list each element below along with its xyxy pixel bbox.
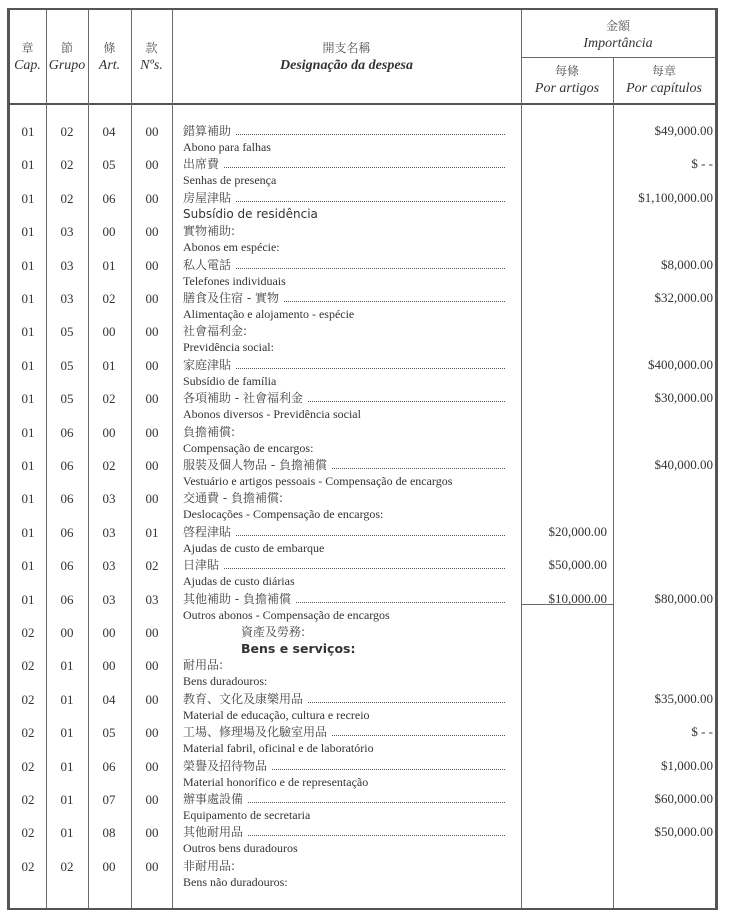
designation-zh	[183, 190, 318, 206]
code-ns: 00	[145, 658, 159, 673]
designation-pt: Material de educação, cultura e recreio	[183, 708, 370, 722]
code-art: 03	[102, 525, 116, 540]
code-grupo: 00	[60, 625, 74, 640]
code-cap: 01	[21, 425, 35, 440]
col-rule-por-artigos	[613, 57, 614, 908]
designation	[183, 424, 313, 457]
designation-zh	[183, 123, 271, 139]
amount-por-capitulos: $49,000.00	[654, 123, 713, 138]
amount-por-capitulos: $400,000.00	[648, 357, 713, 372]
amount-por-capitulos: $50,000.00	[654, 824, 713, 839]
header-art-zh: 條	[103, 41, 116, 55]
designation	[183, 290, 354, 323]
designation-zh-text: 其他補助 - 負擔補償	[183, 592, 295, 606]
designation-zh	[183, 490, 383, 506]
designation-zh-text: 非耐用品:	[183, 859, 239, 873]
code-cap: 02	[21, 859, 35, 874]
designation	[183, 390, 361, 423]
designation-pt: Deslocações - Compensação de encargos:	[183, 507, 384, 521]
code-art: 02	[102, 391, 116, 406]
code-ns: 00	[145, 157, 159, 172]
code-ns: 01	[145, 525, 159, 540]
code-cap: 01	[21, 358, 35, 373]
designation-pt: Telefones individuais	[183, 274, 286, 288]
designation-zh	[183, 457, 452, 473]
designation-zh-text: 出席費	[183, 157, 223, 171]
header-ns	[131, 40, 172, 74]
code-art: 03	[102, 558, 116, 573]
code-ns: 00	[145, 792, 159, 807]
code-art: 05	[102, 725, 116, 740]
code-grupo: 05	[60, 324, 74, 339]
code-art: 00	[102, 859, 116, 874]
designation	[183, 323, 274, 356]
code-grupo: 05	[60, 391, 74, 406]
designation	[183, 524, 324, 557]
designation-zh-text: 交通費 - 負擔補償:	[183, 491, 287, 505]
code-grupo: 01	[60, 825, 74, 840]
header-por-capitulos-zh: 每章	[651, 64, 676, 78]
designation	[183, 791, 310, 824]
designation-pt: Subsídio de família	[183, 374, 277, 388]
designation-zh	[183, 724, 374, 740]
dotted-leader	[183, 567, 505, 569]
amount-por-capitulos: $60,000.00	[654, 791, 713, 806]
code-ns: 00	[145, 759, 159, 774]
code-ns: 00	[145, 859, 159, 874]
code-ns: 00	[145, 291, 159, 306]
code-ns: 03	[145, 592, 159, 607]
designation-pt: Outros bens duradouros	[183, 841, 298, 855]
designation-zh	[183, 257, 286, 273]
col-rule-ns	[172, 10, 173, 908]
header-art-pt: Art.	[98, 58, 121, 73]
code-art: 02	[102, 291, 116, 306]
header-importancia	[521, 18, 715, 52]
code-ns: 00	[145, 825, 159, 840]
designation-zh-text: 榮譽及招待物品	[183, 759, 271, 773]
dotted-leader	[183, 166, 505, 168]
designation	[183, 257, 286, 290]
designation-zh	[183, 557, 295, 573]
code-cap: 02	[21, 692, 35, 707]
code-ns: 00	[145, 224, 159, 239]
designation-pt: Vestuário e artigos pessoais - Compensação de encargos	[183, 474, 453, 488]
designation	[183, 156, 276, 189]
designation-pt: Senhas de presença	[183, 173, 277, 187]
designation-zh-text: 社會福利金:	[183, 324, 251, 338]
designation	[183, 490, 383, 523]
code-cap: 01	[21, 157, 35, 172]
code-ns: 00	[145, 491, 159, 506]
amount-por-capitulos: $30,000.00	[654, 390, 713, 405]
designation-zh-text: 耐用品:	[183, 658, 227, 672]
designation-pt: Ajudas de custo de embarque	[183, 541, 325, 555]
code-grupo: 01	[60, 692, 74, 707]
designation-zh-text: 辦事處設備	[183, 792, 247, 806]
designation-pt: Alimentação e alojamento - espécie	[183, 307, 355, 321]
header-cap-pt: Cap.	[14, 58, 41, 73]
header-grupo-zh: 節	[60, 41, 73, 55]
amount-por-capitulos: $ - -	[691, 156, 713, 171]
designation-zh-text: 各項補助 - 社會福利金	[183, 391, 307, 405]
code-cap: 01	[21, 224, 35, 239]
designation-zh-text: 工場、修理場及化驗室用品	[183, 725, 331, 739]
code-ns: 00	[145, 625, 159, 640]
code-cap: 01	[21, 592, 35, 607]
code-ns: 00	[145, 191, 159, 206]
designation-pt: Abono para falhas	[183, 140, 271, 154]
code-grupo: 03	[60, 258, 74, 273]
code-cap: 02	[21, 792, 35, 807]
header-por-capitulos-pt: Por capítulos	[626, 81, 702, 96]
designation-pt: Equipamento de secretaria	[183, 808, 311, 822]
designation-zh	[183, 758, 368, 774]
header-art	[88, 40, 131, 74]
code-grupo: 02	[60, 191, 74, 206]
code-grupo: 06	[60, 491, 74, 506]
amount-por-artigos: $10,000.00	[548, 591, 607, 606]
designation-zh	[183, 858, 288, 874]
code-cap: 01	[21, 291, 35, 306]
code-ns: 00	[145, 258, 159, 273]
header-grupo-pt: Grupo	[48, 58, 86, 73]
designation-zh-text: 家庭津貼	[183, 358, 235, 372]
code-art: 03	[102, 491, 116, 506]
designation-zh-text: 服裝及個人物品 - 負擔補償	[183, 458, 331, 472]
code-art: 08	[102, 825, 116, 840]
designation-zh-text: 負擔補償:	[183, 425, 239, 439]
designation-pt: Bens não duradouros:	[183, 875, 288, 889]
designation-zh-text: 膳食及住宿 - 實物	[183, 291, 283, 305]
code-ns: 00	[145, 692, 159, 707]
code-art: 00	[102, 324, 116, 339]
code-art: 00	[102, 425, 116, 440]
designation-zh-text: 啓程津貼	[183, 525, 235, 539]
header-por-artigos	[521, 63, 613, 97]
amount-por-artigos: $50,000.00	[548, 557, 607, 572]
designation-zh	[183, 223, 280, 239]
designation-pt: Subsídio de residência	[183, 207, 318, 221]
code-art: 04	[102, 124, 116, 139]
designation	[183, 691, 370, 724]
code-grupo: 06	[60, 458, 74, 473]
designation-pt: Ajudas de custo diárias	[183, 574, 295, 588]
designation	[183, 758, 368, 791]
code-cap: 01	[21, 525, 35, 540]
designation	[183, 457, 452, 490]
header-bottom-rule	[9, 103, 716, 105]
code-grupo: 06	[60, 525, 74, 540]
header-designacao-zh: 開支名稱	[322, 41, 371, 55]
code-cap: 01	[21, 324, 35, 339]
designation-zh	[183, 657, 267, 673]
designation	[183, 123, 271, 156]
code-art: 05	[102, 157, 116, 172]
code-grupo: 01	[60, 792, 74, 807]
code-art: 00	[102, 224, 116, 239]
code-ns: 00	[145, 391, 159, 406]
code-cap: 02	[21, 825, 35, 840]
code-art: 02	[102, 458, 116, 473]
amount-por-capitulos: $1,100,000.00	[638, 190, 713, 205]
designation-zh-text: 私人電話	[183, 258, 235, 272]
designation-zh-text: 錯算補助	[183, 124, 235, 138]
designation-zh	[183, 524, 324, 540]
designation-pt: Bens e serviços:	[241, 641, 356, 656]
header-por-artigos-zh: 每條	[554, 64, 579, 78]
code-art: 03	[102, 592, 116, 607]
header-importancia-divider	[521, 57, 715, 58]
designation-zh	[183, 357, 276, 373]
code-grupo: 01	[60, 725, 74, 740]
code-grupo: 03	[60, 291, 74, 306]
header-ns-pt: Nºs.	[140, 58, 163, 73]
designation-pt: Compensação de encargos:	[183, 441, 314, 455]
designation-pt: Material fabril, oficinal e de laboratório	[183, 741, 374, 755]
code-grupo: 06	[60, 558, 74, 573]
code-grupo: 05	[60, 358, 74, 373]
designation-zh-text: 日津貼	[183, 558, 223, 572]
designation-zh-text: 教育、文化及康樂用品	[183, 692, 307, 706]
amount-por-artigos: $20,000.00	[548, 524, 607, 539]
designation	[183, 591, 390, 624]
amount-por-capitulos: $40,000.00	[654, 457, 713, 472]
code-cap: 01	[21, 391, 35, 406]
designation	[183, 824, 298, 857]
header-designacao-pt: Designação da despesa	[280, 58, 413, 73]
designation-zh-text: 實物補助:	[183, 224, 239, 238]
code-art: 07	[102, 792, 116, 807]
designation-zh	[183, 323, 274, 339]
header-grupo	[46, 40, 88, 74]
code-ns: 00	[145, 324, 159, 339]
header-cap	[9, 40, 46, 74]
code-grupo: 03	[60, 224, 74, 239]
designation-zh-text: 其他耐用品	[183, 825, 247, 839]
code-grupo: 06	[60, 592, 74, 607]
designation-zh	[183, 691, 370, 707]
designation-zh	[183, 156, 276, 172]
header-importancia-pt: Importância	[583, 36, 653, 51]
code-art: 06	[102, 191, 116, 206]
designation-zh-text: 房屋津貼	[183, 191, 235, 205]
code-grupo: 01	[60, 759, 74, 774]
designation	[183, 190, 318, 223]
code-cap: 01	[21, 191, 35, 206]
code-ns: 00	[145, 725, 159, 740]
amount-por-capitulos: $8,000.00	[661, 257, 713, 272]
code-grupo: 01	[60, 658, 74, 673]
designation-zh	[183, 824, 298, 840]
amount-por-capitulos: $1,000.00	[661, 758, 713, 773]
designation-pt: Outros abonos - Compensação de encargos	[183, 608, 390, 622]
code-cap: 02	[21, 759, 35, 774]
code-cap: 01	[21, 491, 35, 506]
designation	[241, 624, 355, 657]
code-grupo: 02	[60, 859, 74, 874]
code-ns: 00	[145, 425, 159, 440]
designation	[183, 357, 276, 390]
code-ns: 00	[145, 458, 159, 473]
designation-zh	[183, 290, 354, 306]
designation-zh	[183, 424, 313, 440]
code-art: 06	[102, 759, 116, 774]
designation	[183, 657, 267, 690]
code-cap: 01	[21, 558, 35, 573]
amount-por-capitulos: $32,000.00	[654, 290, 713, 305]
designation-pt: Material honorífico e de representação	[183, 775, 369, 789]
designation-zh	[183, 591, 390, 607]
code-art: 04	[102, 692, 116, 707]
designation-zh	[241, 624, 355, 640]
code-art: 00	[102, 625, 116, 640]
header-por-artigos-pt: Por artigos	[534, 81, 600, 96]
header-designacao	[172, 40, 521, 74]
code-art: 01	[102, 258, 116, 273]
header-importancia-zh: 金額	[605, 19, 630, 33]
code-art: 01	[102, 358, 116, 373]
code-cap: 01	[21, 458, 35, 473]
designation	[183, 557, 295, 590]
designation-zh	[183, 390, 361, 406]
amount-por-capitulos: $80,000.00	[654, 591, 713, 606]
designation-pt: Abonos diversos - Previdência social	[183, 407, 361, 421]
code-cap: 02	[21, 625, 35, 640]
col-rule-designacao	[521, 10, 522, 908]
code-cap: 01	[21, 258, 35, 273]
header-ns-zh: 款	[145, 41, 158, 55]
code-cap: 01	[21, 124, 35, 139]
designation	[183, 858, 288, 891]
amount-por-capitulos: $ - -	[691, 724, 713, 739]
code-ns: 02	[145, 558, 159, 573]
header-cap-zh: 章	[21, 41, 34, 55]
code-grupo: 06	[60, 425, 74, 440]
code-ns: 00	[145, 124, 159, 139]
designation-pt: Abonos em espécie:	[183, 240, 280, 254]
code-art: 00	[102, 658, 116, 673]
designation-pt: Previdência social:	[183, 340, 274, 354]
code-grupo: 02	[60, 124, 74, 139]
header-por-capitulos	[613, 63, 715, 97]
amount-por-capitulos: $35,000.00	[654, 691, 713, 706]
designation-zh-text: 資產及勞務:	[241, 625, 309, 639]
designation-pt: Bens duradouros:	[183, 674, 268, 688]
code-cap: 02	[21, 725, 35, 740]
designation	[183, 724, 374, 757]
code-grupo: 02	[60, 157, 74, 172]
code-cap: 02	[21, 658, 35, 673]
designation	[183, 223, 280, 256]
code-ns: 00	[145, 358, 159, 373]
designation-zh	[183, 791, 310, 807]
